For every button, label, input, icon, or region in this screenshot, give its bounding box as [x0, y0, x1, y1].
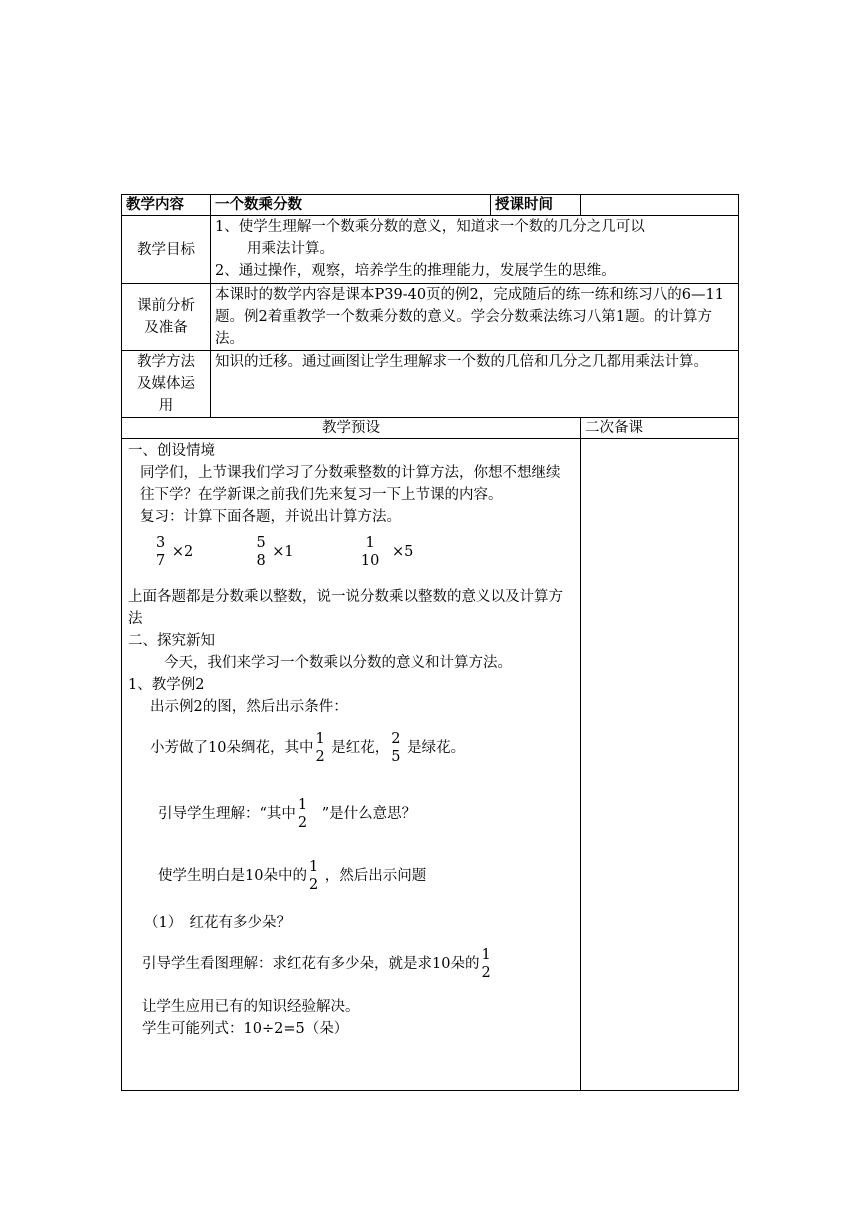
section-2-title: 二、探究新知: [128, 633, 215, 649]
second-plan-header: 二次备课: [581, 418, 739, 439]
understand-text-b: ，然后出示问题: [324, 868, 427, 884]
section-1-title: 一、创设情境: [128, 443, 215, 459]
para-review: 复习：计算下面各题，并说出计算方法。: [140, 509, 401, 525]
label-goals-text: 教学目标: [137, 241, 195, 258]
para-understand: [128, 858, 576, 902]
label-time: 授课时间: [491, 195, 581, 216]
fraction-1-2-b: 1 2: [297, 797, 308, 831]
condition-text-c: 是绿花。: [407, 740, 466, 756]
guide-text-b: ”是什么意思？: [321, 806, 417, 822]
para-formula: 学生可能列式：10÷2=5（朵）: [142, 1021, 349, 1037]
label-method-a: 教学方法: [137, 354, 195, 370]
para-apply: 让学生应用已有的知识经验解决。: [142, 999, 360, 1015]
fraction-1-2-d: 1 2: [481, 947, 491, 981]
fraction-2-5: 2 5: [391, 731, 401, 765]
para-condition: [128, 730, 576, 776]
plan-header: 教学预设: [122, 418, 581, 439]
para-figure: [128, 946, 576, 990]
method-text: 知识的迁移。通过画图让学生理解求一个数的几倍和几分之几都用乘法计算。: [211, 351, 739, 418]
label-prep: [122, 284, 211, 351]
review-exercises: [128, 534, 576, 584]
para-show-example: 出示例2的图，然后出示条件：: [150, 699, 348, 715]
fraction-1-10: 1 10: [360, 535, 380, 569]
label-method: [122, 351, 211, 418]
goal-1-cont: 用乘法计算。: [247, 241, 334, 257]
lesson-title: 一个数乘分数: [211, 195, 491, 216]
para-today: 今天，我们来学习一个数乘以分数的意义和计算方法。: [164, 655, 512, 671]
label-prep-b: 及准备: [144, 320, 188, 336]
op-1: ×2: [171, 544, 194, 560]
fraction-1-2-a: 1 2: [315, 731, 325, 765]
op-2: ×1: [272, 544, 294, 560]
prep-text: 本课时的数学内容是课本P39-40页的例2，完成随后的练一练和练习八的6—11题。例2着重教学一个数乘分数的意义。学会分数乘法练习八第1题。的计算方法。: [211, 284, 739, 351]
label-goals: [122, 216, 211, 284]
time-value: [581, 195, 739, 216]
label-content: 教学内容: [122, 195, 211, 216]
para-summary: 上面各题都是分数乘以整数，说一说分数乘以整数的意义以及计算方法: [128, 589, 563, 627]
question-1: （1） 红花有多少朵？: [144, 915, 291, 931]
goals-cell: [211, 216, 739, 284]
goal-1: 1、使学生理解一个数乘分数的意义，知道求一个数的几分之几可以: [215, 219, 645, 235]
guide-text-a: 引导学生理解：“其中: [158, 806, 296, 822]
lesson-plan-table: [121, 194, 739, 1091]
fraction-3-7: 3 7: [156, 535, 166, 569]
para-intro-text: 同学们，上节课我们学习了分数乘整数的计算方法，你想不想继续往下学？在学新课之前我们先来复习一下上节课的内容。: [140, 465, 561, 503]
goal-2: 2、通过操作，观察，培养学生的推理能力，发展学生的思维。: [215, 263, 616, 279]
op-3: ×5: [391, 544, 414, 560]
section-3-title: 1、教学例2: [128, 677, 205, 693]
plan-body: [122, 439, 581, 1091]
understand-text-a: 使学生明白是10朵中的: [158, 868, 307, 884]
condition-text-a: 小芳做了10朵绸花，其中: [150, 740, 314, 756]
figure-text-a: 引导学生看图理解：求红花有多少朵，就是求10朵的: [142, 956, 480, 972]
label-method-b: 及媒体运: [137, 376, 195, 392]
para-guide: [128, 796, 576, 840]
fraction-5-8: 5 8: [256, 535, 266, 569]
label-prep-a: 课前分析: [137, 298, 195, 314]
condition-text-b: 是红花，: [331, 740, 390, 756]
fraction-1-2-c: 1 2: [308, 859, 319, 893]
para-intro: [128, 462, 576, 506]
second-plan-cell: [581, 439, 739, 1091]
label-method-c: 用: [158, 398, 174, 414]
